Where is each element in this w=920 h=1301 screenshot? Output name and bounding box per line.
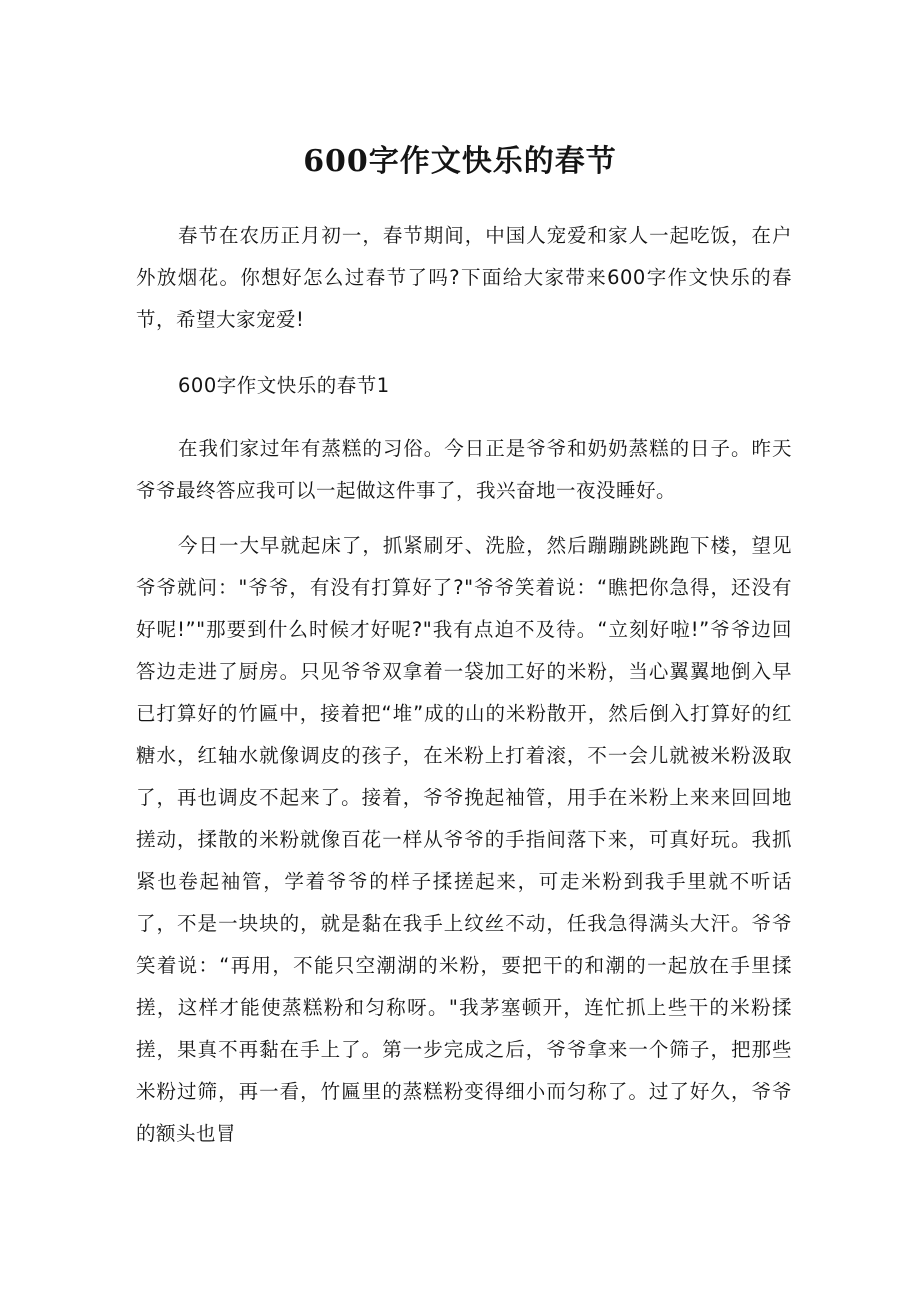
intro-paragraph: 春节在农历正月初一，春节期间，中国人宠爱和家人一起吃饭，在户外放烟花。你想好怎么过春节了吗?下面给大家带来600字作文快乐的春节，希望大家宠爱! bbox=[136, 224, 792, 331]
section-subtitle: 600字作文快乐的春节1 bbox=[178, 374, 390, 397]
body-paragraph: 今日一大早就起床了，抓紧刷牙、洗脸，然后蹦蹦跳跳跑下楼，望见爷爷就问："爷爷，有没有打算好了?"爷爷笑着说：“瞧把你急得，还没有好呢!”"那要到什么时候才好呢?"我有点迫不及待。“立刻好啦!”爷爷边回答边走进了厨房。只见爷爷双拿着一袋加工好的米粉，当心翼翼地倒入早已打算好的竹匾中，接着把“堆”成的山的米粉散开，然后倒入打算好的红糖水，红轴水就像调皮的孩子，在米粉上打着滚，不一会儿就被米粉汲取了，再也调皮不起来了。接着，爷爷挽起袖管，用手在米粉上来来回回地搓动，揉散的米粉就像百花一样从爷爷的手指间落下来，可真好玩。我抓紧也卷起袖管，学着爷爷的样子揉搓起来，可走米粉到我手里就不听话了，不是一块块的，就是黏在我手上纹丝不动，任我急得满头大汗。爷爷笑着说：“再用，不能只空潮湖的米粉，要把干的和潮的一起放在手里揉搓，这样才能使蒸糕粉和匀称呀。"我茅塞顿开，连忙抓上些干的米粉揉搓，果真不再黏在手上了。第一步完成之后，爷爷拿来一个筛子，把那些米粉过筛，再一看，竹匾里的蒸糕粉变得细小而匀称了。过了好久，爷爷的额头也冒 bbox=[136, 534, 792, 1145]
document-title: 600字作文快乐的春节 bbox=[303, 144, 617, 179]
body-paragraph: 在我们家过年有蒸糕的习俗。今日正是爷爷和奶奶蒸糕的日子。昨天爷爷最终答应我可以一起做这件事了，我兴奋地一夜没睡好。 bbox=[136, 437, 792, 502]
